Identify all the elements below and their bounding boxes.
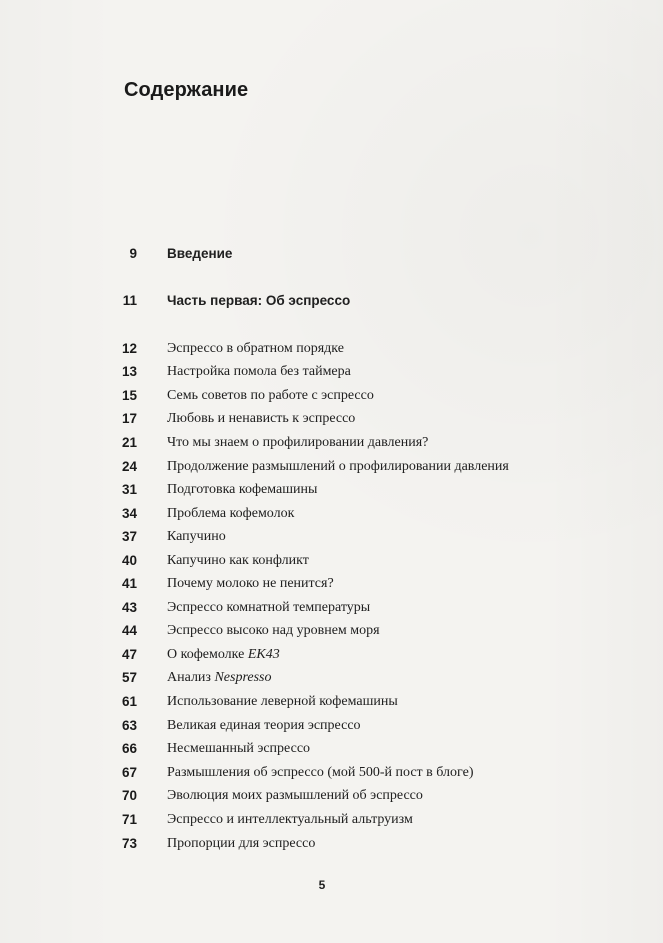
toc-entry	[0, 739, 663, 759]
toc-page-number: 12	[121, 341, 137, 356]
toc-title-pre: Эспрессо высоко над уровнем моря	[167, 623, 380, 638]
toc-title	[167, 409, 355, 429]
toc-entry	[0, 763, 663, 783]
toc-title-pre: Часть первая: Об эспрессо	[167, 293, 351, 308]
toc-entry	[0, 339, 663, 359]
toc-title-pre: Размышления об эспрессо (мой 500-й пост в блоге)	[167, 765, 474, 780]
toc-page-number: 73	[121, 836, 137, 851]
toc-entry	[0, 598, 663, 618]
toc-title-pre: Семь советов по работе с эспрессо	[167, 388, 374, 403]
toc-title	[167, 480, 317, 500]
toc-title	[167, 574, 334, 594]
toc-entry	[0, 433, 663, 453]
toc-title	[167, 291, 350, 311]
toc-title-pre: Анализ	[167, 670, 215, 685]
toc-entry	[0, 409, 663, 429]
toc-page-number: 41	[121, 576, 137, 591]
toc-title	[167, 244, 232, 264]
toc-page-number: 31	[121, 482, 137, 497]
toc-page-number: 61	[121, 694, 137, 709]
toc-page-number: 71	[121, 812, 137, 827]
toc-title-pre: Продолжение размышлений о профилировании давления	[167, 459, 509, 474]
toc-title-pre: Проблема кофемолок	[167, 506, 295, 521]
toc-title-pre: Настройка помола без таймера	[167, 364, 351, 379]
toc-title-pre: Эволюция моих размышлений об эспрессо	[167, 788, 423, 803]
toc-title-pre: Несмешанный эспрессо	[167, 741, 311, 756]
toc-title	[167, 645, 280, 665]
toc-page-number: 44	[121, 623, 137, 638]
toc-page-number: 9	[129, 246, 137, 261]
toc-title	[167, 668, 272, 688]
toc-title	[167, 433, 428, 453]
toc-entry	[0, 621, 663, 641]
toc-entry	[0, 551, 663, 571]
toc-entry	[0, 504, 663, 524]
toc-entry	[0, 786, 663, 806]
page-number: 5	[318, 878, 326, 892]
toc-title-em: EK43	[247, 647, 280, 662]
toc-title	[167, 457, 509, 477]
toc-title-pre: Почему молоко не пенится?	[167, 576, 334, 591]
toc-title-pre: Любовь и ненависть к эспрессо	[167, 411, 356, 426]
toc-title	[167, 739, 310, 759]
toc-title-pre: Пропорции для эспрессо	[167, 836, 316, 851]
toc-entry	[0, 716, 663, 736]
toc-title	[167, 763, 473, 783]
toc-title	[167, 834, 315, 854]
toc-title-pre: Подготовка кофемашины	[167, 482, 318, 497]
toc-title	[167, 786, 423, 806]
toc-title	[167, 692, 398, 712]
toc-title	[167, 386, 374, 406]
toc-title-em: Nespresso	[214, 670, 272, 685]
toc-title	[167, 810, 413, 830]
toc-page-number: 11	[122, 293, 137, 308]
toc-entry	[0, 244, 663, 264]
toc-entry	[0, 574, 663, 594]
toc-title-pre: Введение	[167, 246, 233, 261]
page-title: Содержание	[124, 79, 249, 101]
toc-page-number: 63	[121, 718, 137, 733]
toc-page-number: 21	[121, 435, 137, 450]
toc-title	[167, 527, 226, 547]
toc-entry	[0, 480, 663, 500]
toc-page-number: 47	[121, 647, 137, 662]
toc-page-number: 15	[121, 388, 137, 403]
toc-title-pre: Капучино как конфликт	[167, 553, 309, 568]
toc-entry	[0, 291, 663, 311]
toc-page-number: 13	[121, 364, 137, 379]
toc-title-pre: Капучино	[167, 529, 226, 544]
toc-title	[167, 551, 309, 571]
toc-entry	[0, 645, 663, 665]
toc-title-pre: Использование леверной кофемашины	[167, 694, 398, 709]
toc-page-number: 24	[121, 459, 137, 474]
toc-title-pre: Великая единая теория эспрессо	[167, 718, 361, 733]
toc-page-number: 34	[121, 506, 137, 521]
toc-page-number: 66	[121, 741, 137, 756]
toc-title	[167, 621, 380, 641]
toc-entry	[0, 834, 663, 854]
toc-page-number: 40	[121, 553, 137, 568]
toc-page-number: 37	[121, 529, 137, 544]
toc-title-pre: Эспрессо и интеллектуальный альтруизм	[167, 812, 413, 827]
toc-entry	[0, 668, 663, 688]
toc-page-number: 57	[121, 670, 137, 685]
toc-title	[167, 504, 294, 524]
toc-page-number: 17	[121, 411, 137, 426]
toc-title	[167, 716, 361, 736]
toc-page-number: 43	[121, 600, 137, 615]
toc-entry	[0, 362, 663, 382]
toc-title-pre: Эспрессо комнатной температуры	[167, 600, 371, 615]
toc-entry	[0, 386, 663, 406]
toc-title-pre: Эспрессо в обратном порядке	[167, 341, 344, 356]
toc-title-pre: О кофемолке	[167, 647, 248, 662]
toc-entry	[0, 457, 663, 477]
toc-entry	[0, 692, 663, 712]
toc-title	[167, 362, 351, 382]
toc-entry	[0, 527, 663, 547]
toc-title-pre: Что мы знаем о профилировании давления?	[167, 435, 429, 450]
toc-page-number: 67	[121, 765, 137, 780]
toc-title	[167, 598, 370, 618]
toc-entry	[0, 810, 663, 830]
toc-title	[167, 339, 344, 359]
toc-page-number: 70	[121, 788, 137, 803]
